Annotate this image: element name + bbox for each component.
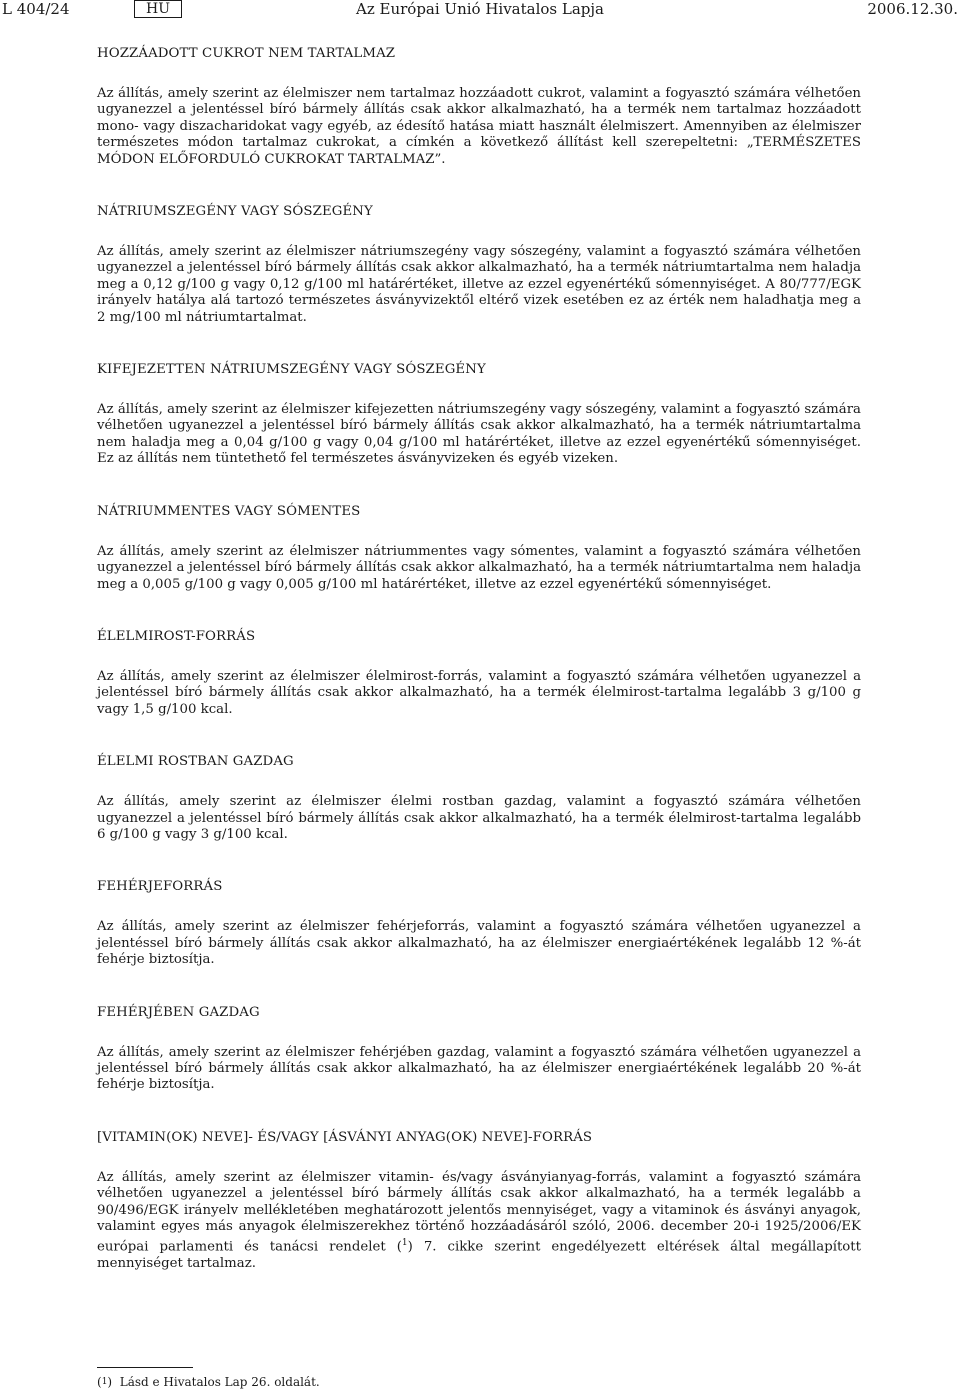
section-text: Az állítás, amely szerint az élelmiszer nátriummentes vagy sómentes, valamint a fogyasztó számára vélhetően ugyanezzel a jelentéssel bíró bármely állítás csak akkor alkalmazható, ha a termék nátriumtartalma nem haladja meg a 0,005 g/100 g vagy 0,005 g/100 ml határértéket, illetve az ezzel egyenértékű sómennyiséget.	[97, 543, 861, 592]
section-heading: KIFEJEZETTEN NÁTRIUMSZEGÉNY VAGY SÓSZEGÉNY	[97, 362, 486, 378]
section-sodium-free	[97, 504, 861, 593]
section-no-added-sugar	[97, 46, 861, 168]
section-text-part: ) 7. cikke szerint engedélyezett eltérések által megállapított mennyiséget tartalmaz.	[97, 1239, 861, 1272]
section-heading: NÁTRIUMMENTES VAGY SÓMENTES	[97, 503, 361, 519]
footnote-mark: 1	[101, 1377, 108, 1387]
section-text: Az állítás, amely szerint az élelmiszer fehérjeforrás, valamint a fogyasztó számára vélhetően ugyanezzel a jelentéssel bíró bármely állítás csak akkor alkalmazható, ha az élelmiszer energiaértékének legalább 12 %-át fehérje biztosítja.	[97, 919, 861, 968]
page-header	[0, 0, 960, 22]
page-number: L 404/24	[2, 0, 70, 18]
section-text: Az állítás, amely szerint az élelmiszer fehérjében gazdag, valamint a fogyasztó számára vélhetően ugyanezzel a jelentéssel bíró bármely állítás csak akkor alkalmazható, ha az élelmiszer energiaértékének legalább 20 %-át fehérje biztosítja.	[97, 1044, 861, 1093]
footnote-divider	[97, 1367, 193, 1368]
publication-date: 2006.12.30.	[867, 0, 958, 18]
section-heading: FEHÉRJEFORRÁS	[97, 879, 223, 895]
section-source-of-fibre	[97, 629, 861, 718]
section-text-part: Az állítás, amely szerint az élelmiszer vitamin- és/vagy ásványianyag-forrás, valamint a fogyasztó számára vélhetően ugyanezzel a jelentéssel bíró bármely állítás csak akkor alkalmazható, ha a termék legalább a 90/496/EGK irányelv mellékletében meghatározott jelentős mennyiséget, vagy a vitaminok és ásványi anyagok, valamint egyes más anyagok élelmiszerekhez történő hozzáadásáról szóló, 2006. december 20-i 1925/2006/EK európai parlamenti és tanácsi rendelet (	[97, 1169, 861, 1255]
section-high-protein	[97, 1005, 861, 1094]
language-badge: HU	[134, 0, 182, 18]
section-text: Az állítás, amely szerint az élelmiszer élelmirost-forrás, valamint a fogyasztó számára vélhetően ugyanezzel a jelentéssel bíró bármely állítás csak akkor alkalmazható, ha a termék élelmirost-tartalma legalább 3 g/100 g vagy 1,5 g/100 kcal.	[97, 668, 861, 717]
section-low-sodium	[97, 204, 861, 326]
footnote: (1) Lásd e Hivatalos Lap 26. oldalát.	[97, 1375, 320, 1389]
document-body	[97, 46, 861, 1309]
section-heading: NÁTRIUMSZEGÉNY VAGY SÓSZEGÉNY	[97, 204, 373, 220]
section-vitamin-mineral-source	[97, 1130, 861, 1273]
section-text: Az állítás, amely szerint az élelmiszer nem tartalmaz hozzáadott cukrot, valamint a fogyasztó számára vélhetően ugyanezzel a jelentéssel bíró bármely állítás csak akkor alkalmazható, ha a termék nem tartalmaz hozzáadott mono- vagy diszacharidokat vagy egyéb, az édesítő hatása miatt használt élelmiszert. Amennyiben az élelmiszer természetes módon tartalmaz cukrokat, a címkén a következő állítást kell szerepeltetni: „TERMÉSZETES MÓDON ELŐFORDULÓ CUKROKAT TARTALMAZ”.	[97, 86, 861, 167]
section-text	[97, 1170, 861, 1273]
section-high-fibre	[97, 754, 861, 843]
section-heading: ÉLELMI ROSTBAN GAZDAG	[97, 754, 294, 770]
journal-title: Az Európai Unió Hivatalos Lapja	[356, 0, 604, 18]
section-source-of-protein	[97, 879, 861, 968]
section-heading: [VITAMIN(OK) NEVE]- ÉS/VAGY [ÁSVÁNYI ANYAG(OK) NEVE]-FORRÁS	[97, 1129, 593, 1145]
footnote-text: Lásd e Hivatalos Lap 26. oldalát.	[119, 1375, 320, 1389]
section-heading: ÉLELMIROST-FORRÁS	[97, 628, 256, 644]
footnote-reference[interactable]: 1	[401, 1238, 408, 1249]
section-text: Az állítás, amely szerint az élelmiszer kifejezetten nátriumszegény vagy sószegény, valamint a fogyasztó számára vélhetően ugyanezzel a jelentéssel bíró bármely állítás csak akkor alkalmazható, ha a termék nátriumtartalma nem haladja meg a 0,04 g/100 g vagy 0,04 g/100 ml határértéket, illetve az ezzel egyenértékű sómennyiséget. Ez az állítás nem tüntethető fel természetes ásványvizeken és egyéb vizeken.	[97, 402, 861, 467]
section-heading: FEHÉRJÉBEN GAZDAG	[97, 1004, 260, 1020]
section-text: Az állítás, amely szerint az élelmiszer élelmi rostban gazdag, valamint a fogyasztó számára vélhetően ugyanezzel a jelentéssel bíró bármely állítás csak akkor alkalmazható, ha a termék élelmirost-tartalma legalább 6 g/100 g vagy 3 g/100 kcal.	[97, 794, 861, 842]
section-text: Az állítás, amely szerint az élelmiszer nátriumszegény vagy sószegény, valamint a fogyasztó számára vélhetően ugyanezzel a jelentéssel bíró bármely állítás csak akkor alkalmazható, ha a termék nátriumtartalma nem haladja meg a 0,12 g/100 g vagy 0,12 g/100 ml határértéket, illetve az ezzel egyenértékű sómennyiséget. A 80/777/EGK irányelv hatálya alá tartozó természetes ásványvizektől eltérő vizek esetében ez az érték nem haladhatja meg a 2 mg/100 ml nátriumtartalmat.	[97, 244, 861, 325]
section-heading: HOZZÁADOTT CUKROT NEM TARTALMAZ	[97, 46, 396, 61]
section-very-low-sodium	[97, 362, 861, 468]
